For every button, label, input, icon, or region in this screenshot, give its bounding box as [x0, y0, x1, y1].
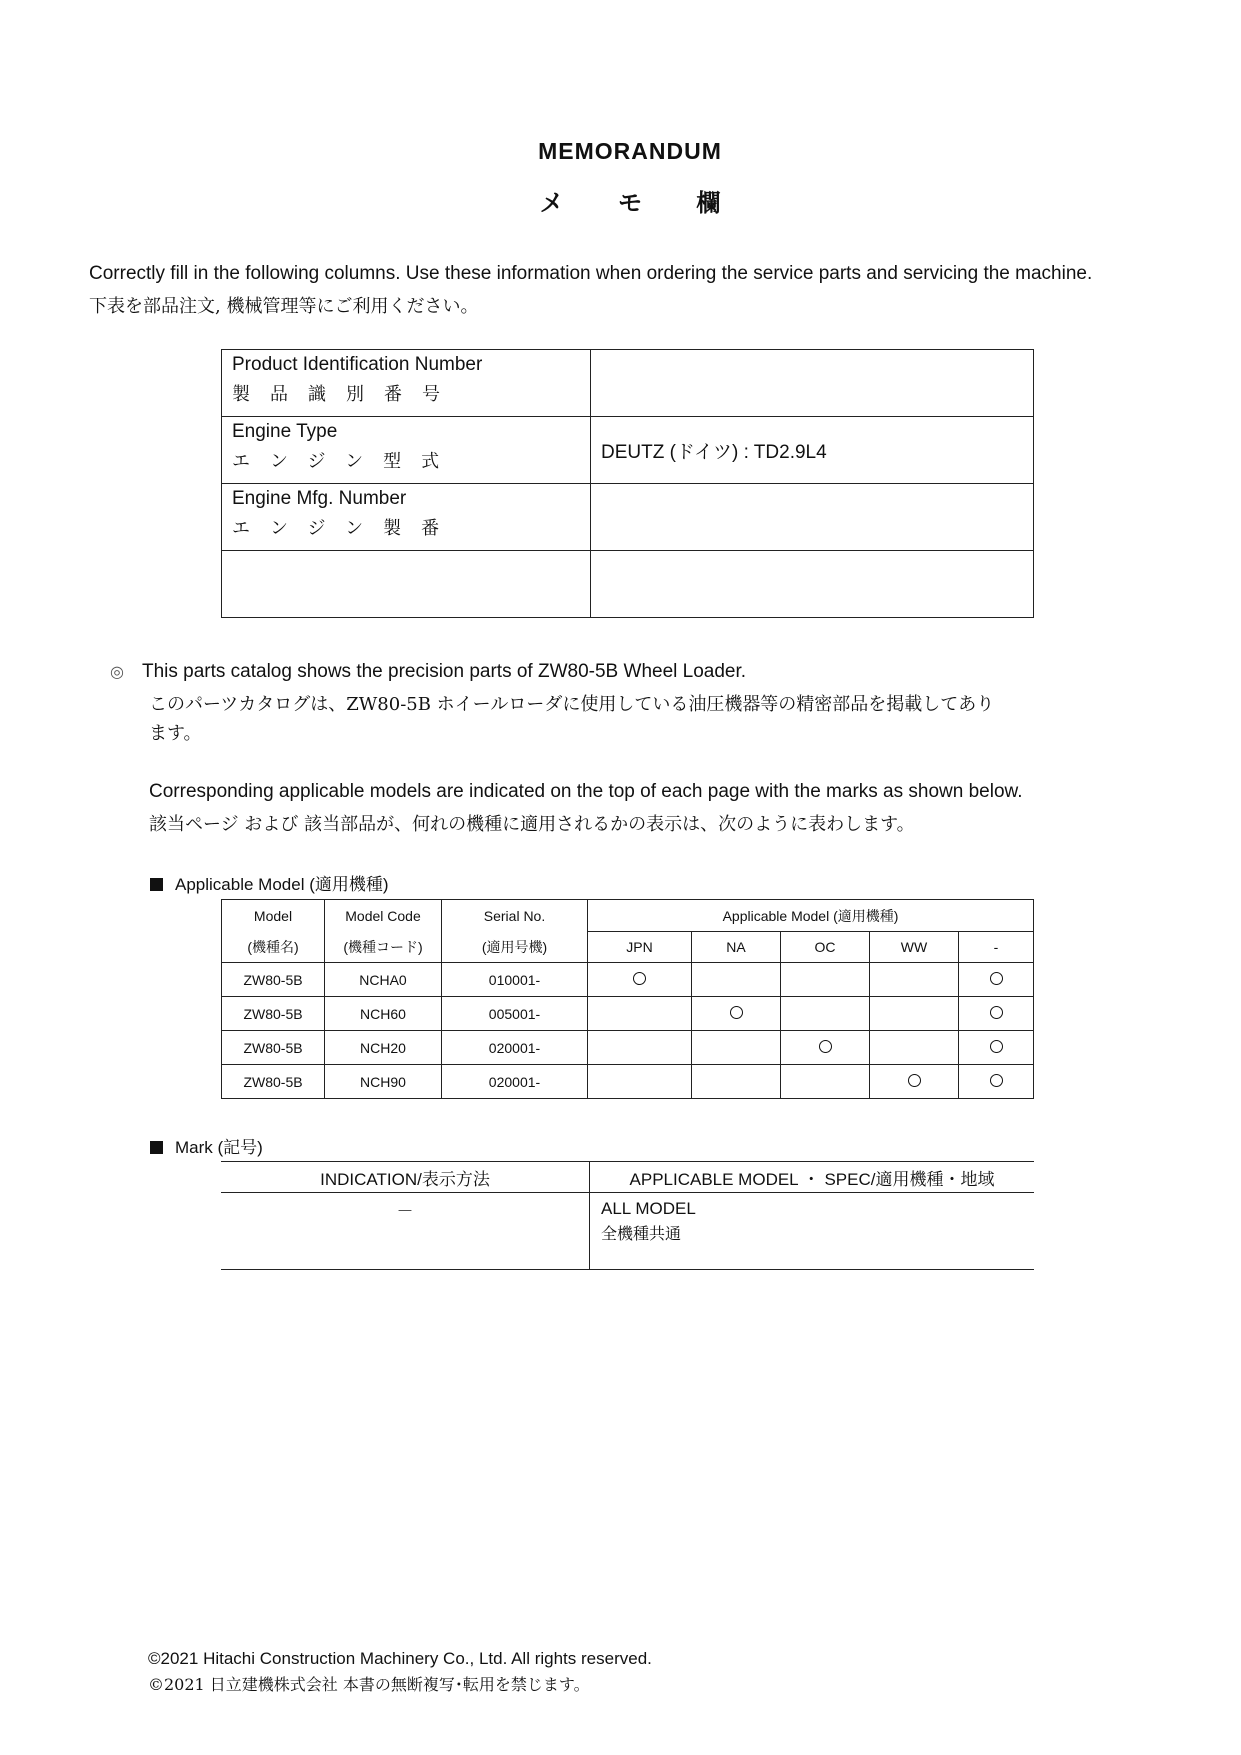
circle-mark-icon [633, 972, 646, 985]
table-row [222, 997, 1034, 1031]
mark-applicable-jp: 全機種共通 [601, 1224, 682, 1243]
circle-mark-icon [990, 1040, 1003, 1053]
cell-region-mark [870, 1065, 959, 1099]
mark-indication: － [221, 1193, 590, 1270]
intro-text-jp: 下表を部品注文, 機械管理等にご利用ください。 [89, 296, 479, 317]
circle-mark-icon [819, 1040, 832, 1053]
region-header: NA [692, 932, 781, 963]
cell-serial: 010001- [442, 963, 588, 997]
id-row [222, 417, 1034, 484]
circle-mark-icon [990, 1006, 1003, 1019]
id-label-cell [222, 350, 591, 417]
id-row [222, 350, 1034, 417]
square-bullet-icon [150, 1141, 163, 1154]
cell-region-mark [959, 1031, 1034, 1065]
cell-model-code: NCH60 [325, 997, 442, 1031]
id-row [222, 484, 1034, 551]
circle-mark-icon [990, 1074, 1003, 1087]
cell-region-mark [588, 997, 692, 1031]
cell-model-code: NCH20 [325, 1031, 442, 1065]
cell-region-mark [781, 997, 870, 1031]
cell-model-code: NCHA0 [325, 963, 442, 997]
catalog-note-en: This parts catalog shows the precision parts of ZW80-5B Wheel Loader. [141, 661, 747, 682]
table-header-row [222, 900, 1034, 932]
page-title: MEMORANDUM [538, 138, 722, 164]
cell-serial: 020001- [442, 1065, 588, 1099]
table-header-row [222, 932, 1034, 963]
cell-region-mark [959, 1065, 1034, 1099]
copyright-en: ©2021 Hitachi Construction Machinery Co., Ltd. All rights reserved. [148, 1649, 652, 1668]
cell-model: ZW80-5B [222, 963, 325, 997]
cell-serial: 020001- [442, 1031, 588, 1065]
table-row [222, 1031, 1034, 1065]
applicable-model-rows [222, 963, 1034, 1099]
col-code-header: Model Code [325, 900, 442, 932]
table-header-row [221, 1162, 1034, 1193]
intro-text: Correctly fill in the following columns. Use these information when ordering the service parts and servicing the machine. [89, 263, 1093, 284]
mark-heading [150, 1133, 263, 1158]
applicable-model-heading-text: Applicable Model (適用機種) [175, 875, 389, 894]
table-row [222, 963, 1034, 997]
col-serial-header-jp: (適用号機) [442, 932, 588, 963]
cell-region-mark [692, 963, 781, 997]
id-value-cell[interactable] [591, 551, 1034, 618]
cell-region-mark [692, 997, 781, 1031]
col-indication-header: INDICATION/表示方法 [221, 1162, 590, 1193]
col-model-header-jp: (機種名) [222, 932, 325, 963]
cell-region-mark [781, 1031, 870, 1065]
id-label-en: Product Identification Number [232, 354, 483, 375]
id-value-cell[interactable] [591, 350, 1034, 417]
id-label-cell[interactable] [222, 551, 591, 618]
cell-region-mark [781, 1065, 870, 1099]
applicability-note-jp: 該当ページ および 該当部品が、何れの機種に適用されるかの表示は、次のように表わします。 [149, 814, 915, 835]
cell-region-mark [781, 963, 870, 997]
col-code-header-jp: (機種コード) [325, 932, 442, 963]
id-value-cell[interactable] [591, 484, 1034, 551]
col-applicable-header: APPLICABLE MODEL ・ SPEC/適用機種・地域 [590, 1162, 1035, 1193]
cell-region-mark [692, 1031, 781, 1065]
circle-mark-icon [990, 972, 1003, 985]
id-label-jp: エンジン製番 [232, 518, 460, 539]
cell-model: ZW80-5B [222, 997, 325, 1031]
region-header: OC [781, 932, 870, 963]
cell-region-mark [959, 963, 1034, 997]
catalog-note [110, 661, 746, 683]
copyright-jp: ©2021 日立建機株式会社 本書の無断複写･転用を禁じます。 [148, 1675, 590, 1694]
applicable-model-table [221, 899, 1034, 1099]
cell-region-mark [959, 997, 1034, 1031]
id-label-en: Engine Mfg. Number [232, 488, 407, 509]
id-label-cell [222, 417, 591, 484]
table-row [222, 1065, 1034, 1099]
catalog-note-jp-1: このパーツカタログは、ZW80-5B ホイールローダに使用している油圧機器等の精密部品を掲載してあり [149, 694, 995, 715]
mark-applicable-en: ALL MODEL [601, 1199, 696, 1218]
table-row [221, 1193, 1034, 1270]
applicable-group-header: Applicable Model (適用機種) [588, 900, 1034, 932]
mark-applicable-cell [590, 1193, 1035, 1270]
region-header: JPN [588, 932, 692, 963]
mark-table [221, 1161, 1034, 1270]
cell-region-mark [870, 963, 959, 997]
cell-region-mark [588, 1031, 692, 1065]
circle-mark-icon [908, 1074, 921, 1087]
circle-mark-icon [730, 1006, 743, 1019]
region-header: WW [870, 932, 959, 963]
id-label-cell [222, 484, 591, 551]
cell-region-mark [870, 1031, 959, 1065]
applicable-model-heading [150, 870, 389, 895]
cell-model-code: NCH90 [325, 1065, 442, 1099]
cell-model: ZW80-5B [222, 1065, 325, 1099]
square-bullet-icon [150, 878, 163, 891]
region-header: - [959, 932, 1034, 963]
col-model-header: Model [222, 900, 325, 932]
identification-table [221, 349, 1034, 618]
engine-type-value: DEUTZ (ドイツ) : TD2.9L4 [591, 417, 1034, 484]
applicability-note: Corresponding applicable models are indicated on the top of each page with the marks as shown below. [149, 781, 1023, 802]
cell-region-mark [692, 1065, 781, 1099]
cell-model: ZW80-5B [222, 1031, 325, 1065]
catalog-note-jp-2: ます。 [149, 723, 202, 744]
id-label-jp: エンジン型式 [232, 451, 460, 472]
id-label-en: Engine Type [232, 421, 338, 442]
col-serial-header: Serial No. [442, 900, 588, 932]
page-title-jp: メ モ 欄 [539, 189, 721, 217]
bullet-icon: ◎ [110, 662, 124, 681]
id-row [222, 551, 1034, 618]
cell-region-mark [870, 997, 959, 1031]
cell-serial: 005001- [442, 997, 588, 1031]
cell-region-mark [588, 963, 692, 997]
mark-heading-text: Mark (記号) [175, 1138, 263, 1157]
cell-region-mark [588, 1065, 692, 1099]
id-label-jp: 製品識別番号 [232, 384, 460, 405]
